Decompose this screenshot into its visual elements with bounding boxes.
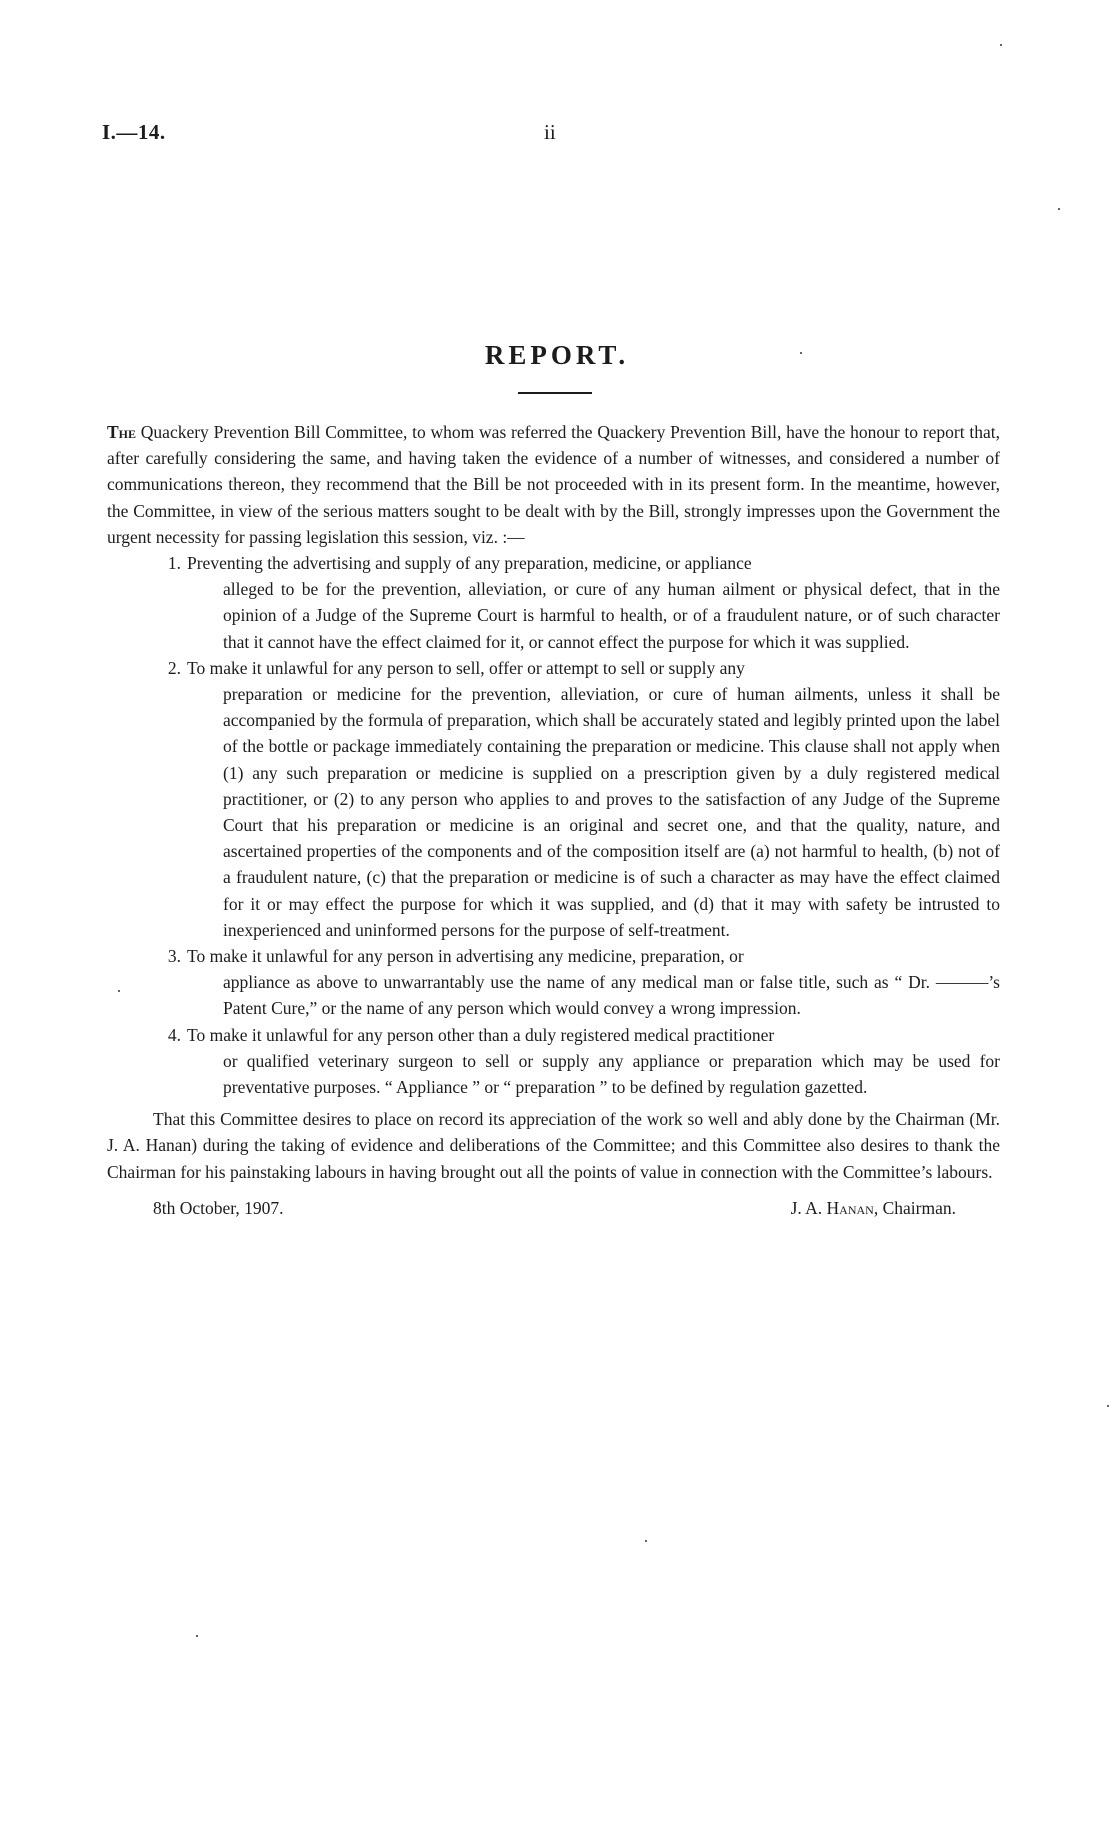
- clause-number: 4.: [167, 1024, 181, 1045]
- clause-continuation: appliance as above to unwarrantably use the name of any medical man or false title, such as “ Dr. ———’s Patent Cure,” or the name of any person which would convey a wrong impression.: [223, 972, 1000, 1019]
- scan-speck: [118, 990, 120, 992]
- clause-first-line: To make it unlawful for any person to sell, offer or attempt to sell or supply any: [187, 657, 745, 678]
- clause-body: [187, 655, 1000, 943]
- scan-speck: [800, 352, 802, 354]
- clause-body: [187, 550, 1000, 655]
- report-date: 8th October, 1907.: [153, 1197, 284, 1218]
- clause-body: [187, 1022, 1000, 1101]
- signatory: [791, 1195, 956, 1221]
- clause-first-line: Preventing the advertising and supply of any preparation, medicine, or appliance: [187, 553, 752, 574]
- intro-text: Quackery Prevention Bill Committee, to whom was referred the Quackery Prevention Bill, have the honour to report that, after carefully considering the same, and having taken the evidence of a number of witnesses, and considered a number of communications thereon, they recommend that the Bill be not proceeded with in its present form. In the meantime, however, the Committee, in view of the serious matters sought to be dealt with by the Bill, strongly impresses upon the Government the urgent necessity for passing legislation this session, viz. :—: [107, 422, 1000, 547]
- scan-speck: [645, 1540, 647, 1542]
- page-number: ii: [544, 120, 556, 144]
- intro-lead-word: The: [107, 422, 137, 442]
- chairman-role: Chairman.: [878, 1197, 956, 1218]
- clause-number: 3.: [167, 946, 181, 967]
- scan-speck: [1107, 1405, 1109, 1407]
- closing-paragraph: That this Committee desires to place on record its appreciation of the work so well and ably done by the Chairman (Mr. J. A. Hanan) during the taking of evidence and deliberations of the Committee; and this Committee also desires to thank the Chairman for his painstaking labours in having brought out all the points of value in connection with the Committee’s labours.: [107, 1109, 1000, 1182]
- scan-speck: [1058, 208, 1060, 210]
- clause-number: 2.: [167, 657, 181, 678]
- clause-number: 1.: [167, 553, 181, 574]
- clause-body: [187, 943, 1000, 1022]
- clause-continuation: alleged to be for the prevention, alleviation, or cure of any human ailment or physical defect, that in the opinion of a Judge of the Supreme Court is harmful to health, or of a fraudulent nature, or of such character that it cannot have the effect claimed for it, or cannot effect the purpose for which it was supplied.: [223, 579, 1000, 652]
- scan-speck: [1000, 44, 1002, 46]
- clause-continuation: or qualified veterinary surgeon to sell or supply any appliance or preparation which may be used for preventative purposes. “ Appliance ” or “ preparation ” to be defined by regulation gazetted.: [223, 1050, 1000, 1098]
- clause-4: [107, 1022, 1000, 1101]
- clause-first-line: To make it unlawful for any person in advertising any medicine, preparation, or: [187, 946, 744, 967]
- report-body: [107, 419, 1000, 1221]
- clause-first-line: To make it unlawful for any person other than a duly registered medical practitioner: [187, 1024, 775, 1045]
- clause-1: [107, 550, 1000, 655]
- page-reference: I.—14.: [102, 120, 166, 144]
- title-rule: [518, 392, 592, 394]
- chairman-name: J. A. Hanan,: [790, 1197, 879, 1218]
- signature-row: [107, 1195, 1000, 1221]
- clause-2: [107, 655, 1000, 943]
- report-title: REPORT.: [484, 340, 630, 370]
- clause-continuation: preparation or medicine for the prevention, alleviation, or cure of human ailments, unless it shall be accompanied by the formula of preparation, which shall be accurately stated and legibly printed upon the label of the bottle or package immediately containing the preparation or medicine. This clause shall not apply when (1) any such preparation or medicine is supplied on a prescription given by a duly registered medical practitioner, or (2) to any person who applies to and proves to the satisfaction of any Judge of the Supreme Court that his preparation or medicine is an original and secret one, and that the quality, nature, and ascertained properties of the components and of the composition itself are (a) not harmful to health, (b) not of a fraudulent nature, (c) that the preparation or medicine is of such a character as may have the effect claimed for it or may effect the purpose for which it was supplied, and (d) that it may with safety be intrusted to inexperienced and uninformed persons for the purpose of self-treatment.: [223, 684, 1000, 940]
- intro-paragraph: [107, 419, 1000, 550]
- scan-speck: [196, 1635, 198, 1637]
- clause-3: [107, 943, 1000, 1022]
